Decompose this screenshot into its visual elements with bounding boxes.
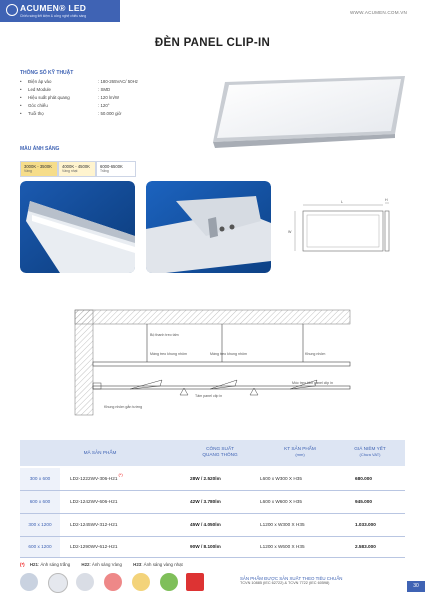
spec-row: • Hiệu suất phát quang : 120 lm/W: [20, 95, 119, 100]
installation-diagram: [60, 300, 360, 430]
row-power: 28W / 2.520lm: [190, 476, 221, 481]
price-table-header: [20, 440, 405, 466]
row-power: 90W / 8.100lm: [190, 544, 221, 549]
label-wall-frame: Khung nhôm gắn tường: [104, 405, 143, 409]
spec-row: • Led Module : SMD: [20, 87, 111, 92]
th-model: MÃ SẢN PHẨM: [83, 450, 117, 455]
label-panel: Tấm panel clip in: [195, 394, 223, 398]
website-link[interactable]: WWW.ACUMEN.COM.VN: [350, 10, 407, 15]
standards-text: SẢN PHẨM ĐƯỢC SẢN XUẤT THEO TIÊU CHUẨN TCVN 10885 (IEC 62722) & TCVN 7722 (IEC 60598): [240, 576, 343, 585]
row-dims: L600 x W600 X H35: [260, 499, 302, 504]
row-size: 300 x 1200: [20, 514, 60, 536]
cert-logo-icon: [132, 573, 150, 591]
row-divider: [20, 536, 405, 537]
dim-height-label: H: [385, 198, 388, 202]
label-frame-left: Máng treo khung nhôm: [150, 352, 187, 356]
page-title: ĐÈN PANEL CLIP-IN: [154, 37, 271, 49]
brand-tagline: Chiếu sáng tiết kiệm & công nghệ chiếu sáng: [20, 14, 87, 18]
brand-name: ACUMEN® LED: [20, 3, 87, 13]
label-frame-right: Khung nhôm: [305, 352, 326, 356]
cert-logo-icon: [20, 573, 38, 591]
row-model: LD2-1290WV-612-H21: [70, 544, 118, 549]
cert-logo-icon: [160, 573, 178, 591]
panel-product-image: [205, 72, 410, 150]
photo-panel-edge: [20, 181, 135, 273]
row-model: LD2-1245WV-312-H21: [70, 522, 118, 527]
th-price: GIÁ NIÊM YẾT (Chưa VAT): [354, 446, 386, 457]
photo-clip-mount: [146, 181, 271, 273]
row-model: LD2-1242WV-606-H21: [70, 499, 118, 504]
row-dims: L1200 x W300 X H35: [260, 522, 305, 527]
cert-logo-icon: [104, 573, 122, 591]
label-frame-mid: Máng treo khung nhôm: [210, 352, 247, 356]
row-dims: L1200 x W600 X H35: [260, 544, 305, 549]
row-price: 945.000: [355, 499, 372, 504]
cert-logo-icon: [76, 573, 94, 591]
row-model: LD2-1222WV-306-H21(*): [70, 472, 123, 481]
spec-row: • Điện áp vào : 180-265VAC/ 50Hz: [20, 79, 138, 84]
cert-logo-icon: [48, 573, 68, 593]
page-number: 30: [407, 581, 425, 592]
acumen-logo-icon: [6, 4, 18, 16]
cert-logo-icon: [186, 573, 204, 591]
row-price: 2.583.000: [355, 544, 376, 549]
row-power: 42W / 3.780lm: [190, 499, 221, 504]
row-size: 300 x 600: [20, 468, 60, 490]
color-option-neutral: 4000K - 4500K Vàng nhạt: [58, 161, 96, 177]
th-size: KT SẢN PHẨM (mm): [284, 446, 316, 457]
label-rod: Bộ thanh treo tấm: [150, 333, 179, 337]
row-price: 680.000: [355, 476, 372, 481]
color-option-white: 6000-6500K Trắng: [96, 161, 136, 177]
spec-row: • Góc chiếu : 120°: [20, 103, 110, 108]
color-option-warm: 3000K - 3500K Vàng: [20, 161, 58, 177]
dim-length-label: L: [341, 200, 343, 204]
colors-heading: MÀU ÁNH SÁNG: [20, 146, 60, 152]
th-power: CÔNG SUẤT QUANG THÔNG: [202, 446, 238, 457]
spec-row: • Tuổi thọ : 50.000 giờ: [20, 111, 122, 116]
row-divider: [20, 513, 405, 514]
color-legend: (*) H21: Ánh sáng trắng H22: Ánh sáng Vàng H23: Ánh sáng vàng nhạt: [20, 562, 183, 567]
row-price: 1.033.000: [355, 522, 376, 527]
row-divider: [20, 557, 405, 558]
label-clip: Móc treo tấm panel clip in: [292, 381, 333, 385]
specs-heading: THÔNG SỐ KỸ THUẬT: [20, 70, 74, 76]
dim-width-label: W: [288, 230, 292, 234]
brand-bar: [0, 0, 120, 22]
dimension-drawing: [285, 195, 400, 265]
row-size: 600 x 1200: [20, 537, 60, 557]
row-size: 600 x 600: [20, 491, 60, 513]
row-divider: [20, 490, 405, 491]
row-dims: L600 x W300 X H35: [260, 476, 302, 481]
row-power: 45W / 4.050lm: [190, 522, 221, 527]
